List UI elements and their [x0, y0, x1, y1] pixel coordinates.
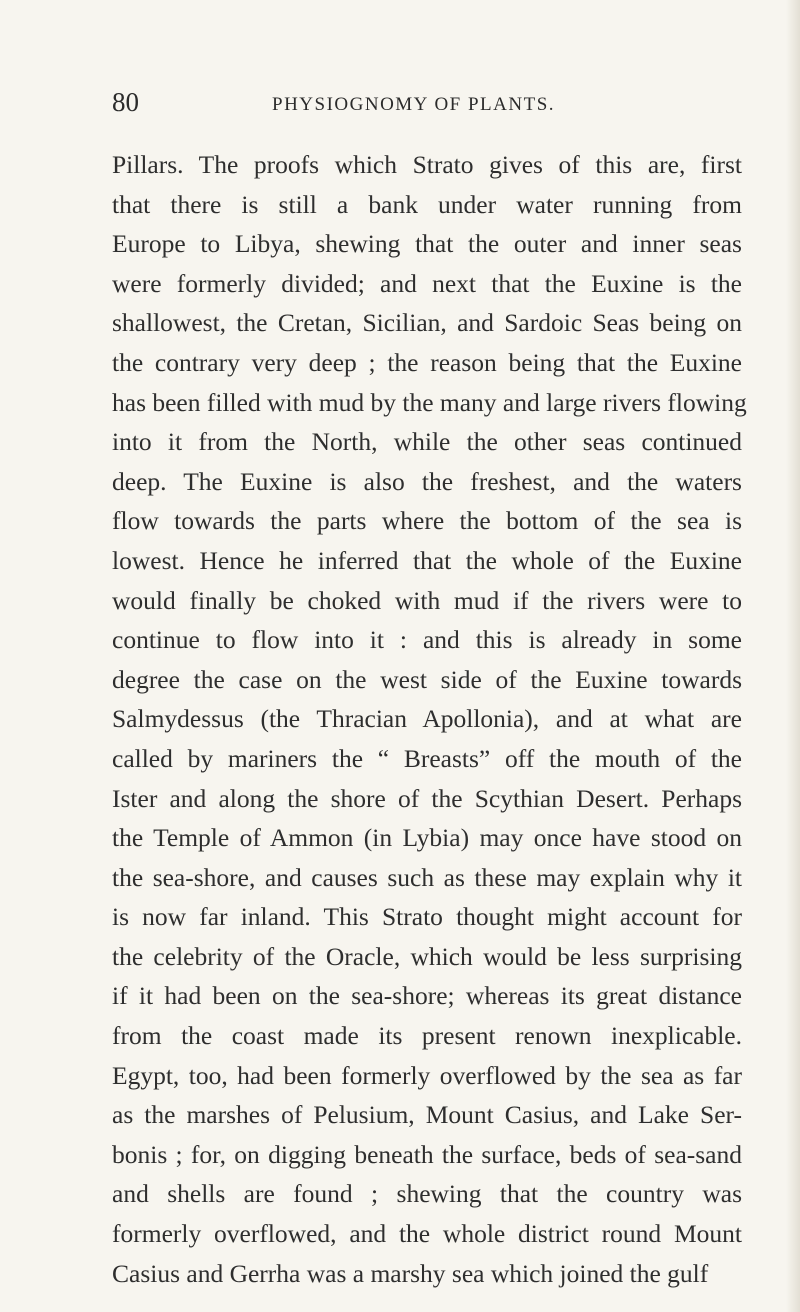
text-line: as the marshes of Pelusium, Mount Casius, and Lake Ser- — [112, 1100, 742, 1130]
text-line: lowest. Hence he inferred that the whole of the Euxine — [112, 545, 742, 575]
page-header — [112, 86, 742, 126]
text-line: bonis ; for, on digging beneath the surface, beds of sea-sand — [112, 1139, 742, 1169]
text-line: has been filled with mud by the many and large rivers flowing — [112, 387, 747, 417]
text-line: shallowest, the Cretan, Sicilian, and Sardoic Seas being on — [112, 308, 742, 338]
text-line: is now far inland. This Strato thought might account for — [112, 902, 742, 932]
text-line: would finally be choked with mud if the rivers were to — [112, 585, 742, 615]
page-number: 80 — [112, 87, 139, 117]
text-line: Egypt, too, had been formerly overflowed by the sea as far — [112, 1060, 742, 1090]
text-line: Salmydessus (the Thracian Apollonia), and at what are — [112, 704, 742, 734]
text-line: from the coast made its present renown inexplicable. — [112, 1021, 742, 1051]
text-line: Pillars. The proofs which Strato gives of this are, first — [112, 150, 742, 179]
text-line: Casius and Gerrha was a marshy sea which joined the gulf — [112, 1258, 709, 1288]
text-line: formerly overflowed, and the whole district round Mount — [112, 1219, 742, 1249]
text-line: the Temple of Ammon (in Lybia) may once have stood on — [112, 823, 742, 853]
text-line: Europe to Libya, shewing that the outer and inner seas — [112, 229, 742, 259]
text-line: Ister and along the shore of the Scythian Desert. Perhaps — [112, 783, 742, 813]
text-line: and shells are found ; shewing that the country was — [112, 1179, 742, 1209]
text-line: that there is still a bank under water running from — [112, 189, 742, 219]
text-line: continue to flow into it : and this is already in some — [112, 625, 742, 655]
running-title: PHYSIOGNOMY OF PLANTS. — [272, 94, 556, 115]
text-line: the contrary very deep ; the reason being that the Euxine — [112, 347, 742, 377]
text-line: the sea-shore, and causes such as these may explain why it — [112, 862, 742, 892]
text-line: if it had been on the sea-shore; whereas its great distance — [112, 981, 742, 1011]
text-line: flow towards the parts where the bottom of the sea is — [112, 506, 742, 536]
page-edge-shadow — [786, 0, 800, 1312]
text-line: degree the case on the west side of the Euxine towards — [112, 664, 742, 694]
text-line: were formerly divided; and next that the Euxine is the — [112, 268, 742, 298]
text-line: the celebrity of the Oracle, which would be less surprising — [112, 941, 742, 971]
body-text — [112, 145, 747, 1293]
text-line: into it from the North, while the other seas continued — [112, 427, 742, 457]
text-line: deep. The Euxine is also the freshest, and the waters — [112, 466, 742, 496]
text-line: called by mariners the “ Breasts” off the mouth of the — [112, 743, 742, 773]
